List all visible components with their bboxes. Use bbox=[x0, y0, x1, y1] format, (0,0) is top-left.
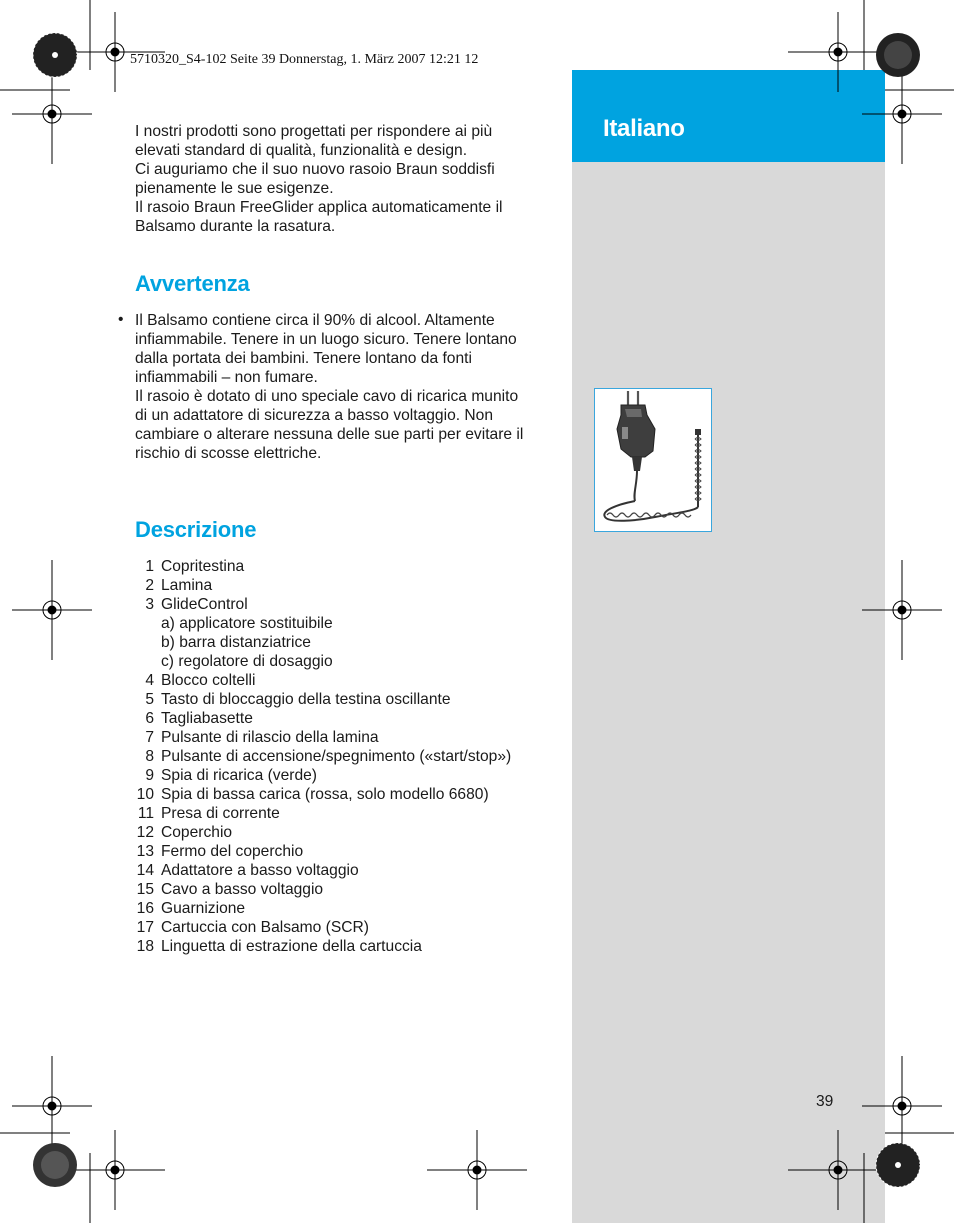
list-item-number: 11 bbox=[137, 805, 154, 822]
print-header: 5710320_S4-102 Seite 39 Donnerstag, 1. März 2007 12:21 12 bbox=[130, 52, 479, 67]
warning-line: cambiare o alterare nessuna delle sue parti per evitare il bbox=[135, 426, 524, 443]
list-item-label: Tagliabasette bbox=[161, 710, 253, 727]
list-item-label: Coperchio bbox=[161, 824, 233, 841]
intro-line: Balsamo durante la rasatura. bbox=[135, 218, 336, 235]
list-item-label: Adattatore a basso voltaggio bbox=[161, 862, 359, 879]
list-item-number: 10 bbox=[136, 786, 154, 803]
list-item-label: Pulsante di rilascio della lamina bbox=[161, 729, 379, 746]
bullet-marker: • bbox=[118, 311, 124, 328]
intro-line: Ci auguriamo che il suo nuovo rasoio Braun soddisfi bbox=[135, 161, 495, 178]
list-item-label: Blocco coltelli bbox=[161, 672, 256, 689]
crosshair-icon bbox=[862, 64, 942, 164]
warning-line: infiammabile. Tenere in un luogo sicuro. Tenere lontano bbox=[135, 331, 517, 348]
warning-line: di un adattatore di sicurezza a basso voltaggio. Non bbox=[135, 407, 494, 424]
list-item-label: GlideControl bbox=[161, 596, 248, 613]
crosshair-icon bbox=[788, 1130, 888, 1210]
warning-line: dalla portata dei bambini. Tenere lontano da fonti bbox=[135, 350, 472, 367]
crosshair-icon bbox=[862, 1056, 942, 1156]
list-item-label: Tasto di bloccaggio della testina oscillante bbox=[161, 691, 451, 708]
list-item-number: 7 bbox=[145, 729, 154, 746]
list-item-label: Fermo del coperchio bbox=[161, 843, 304, 860]
list-subitem: a) applicatore sostituibile bbox=[161, 615, 333, 632]
intro-line: I nostri prodotti sono progettati per rispondere ai più bbox=[135, 123, 493, 140]
list-item-number: 18 bbox=[136, 938, 154, 955]
list-item-label: Guarnizione bbox=[161, 900, 246, 917]
list-subitem: b) barra distanziatrice bbox=[161, 634, 311, 651]
crosshair-icon bbox=[427, 1130, 527, 1210]
crosshair-icon bbox=[12, 560, 92, 660]
intro-line: pienamente le sue esigenze. bbox=[135, 180, 334, 197]
list-item-label: Lamina bbox=[161, 577, 213, 594]
intro-line: elevati standard di qualità, funzionalità e design. bbox=[135, 142, 468, 159]
language-title: Italiano bbox=[603, 115, 685, 142]
list-item-number: 13 bbox=[136, 843, 154, 860]
list-item-number: 1 bbox=[145, 558, 154, 575]
list-item-label: Spia di ricarica (verde) bbox=[161, 767, 317, 784]
list-subitem: c) regolatore di dosaggio bbox=[161, 653, 333, 670]
crosshair-icon bbox=[788, 12, 888, 92]
starburst-target-icon bbox=[33, 1143, 77, 1187]
starburst-target-icon bbox=[876, 33, 920, 77]
list-item-number: 12 bbox=[136, 824, 154, 841]
list-item-number: 8 bbox=[145, 748, 154, 765]
list-item-label: Copritestina bbox=[161, 558, 245, 575]
warning-line: Il rasoio è dotato di uno speciale cavo di ricarica munito bbox=[135, 388, 519, 405]
list-item-number: 9 bbox=[145, 767, 154, 784]
list-item-number: 6 bbox=[145, 710, 154, 727]
warning-heading: Avvertenza bbox=[135, 271, 250, 296]
warning-line: rischio di scosse elettriche. bbox=[135, 445, 322, 462]
list-item-label: Pulsante di accensione/spegnimento («start/stop») bbox=[161, 748, 512, 765]
crosshair-icon bbox=[12, 64, 92, 164]
list-item-number: 2 bbox=[145, 577, 154, 594]
list-item-number: 14 bbox=[136, 862, 154, 879]
crosshair-icon bbox=[65, 12, 165, 92]
list-item-number: 15 bbox=[136, 881, 154, 898]
list-item-number: 3 bbox=[145, 596, 154, 613]
list-item-number: 4 bbox=[145, 672, 154, 689]
intro-line: Il rasoio Braun FreeGlider applica automaticamente il bbox=[135, 199, 503, 216]
warning-line: Il Balsamo contiene circa il 90% di alcool. Altamente bbox=[135, 312, 495, 329]
list-item-label: Cavo a basso voltaggio bbox=[161, 881, 324, 898]
crosshair-icon bbox=[12, 1056, 92, 1156]
list-item-number: 17 bbox=[136, 919, 154, 936]
crosshair-icon bbox=[862, 560, 942, 660]
list-item-number: 16 bbox=[136, 900, 154, 917]
list-item-label: Presa di corrente bbox=[161, 805, 280, 822]
page-number: 39 bbox=[816, 1093, 834, 1110]
list-item-label: Linguetta di estrazione della cartuccia bbox=[161, 938, 422, 955]
starburst-target-icon bbox=[876, 1143, 920, 1187]
starburst-target-icon bbox=[33, 33, 77, 77]
description-heading: Descrizione bbox=[135, 517, 257, 542]
list-item-label: Spia di bassa carica (rossa, solo modello 6680) bbox=[161, 786, 489, 803]
crosshair-icon bbox=[65, 1130, 165, 1210]
warning-line: infiammabili – non fumare. bbox=[135, 369, 318, 386]
list-item-number: 5 bbox=[145, 691, 154, 708]
list-item-label: Cartuccia con Balsamo (SCR) bbox=[161, 919, 369, 936]
